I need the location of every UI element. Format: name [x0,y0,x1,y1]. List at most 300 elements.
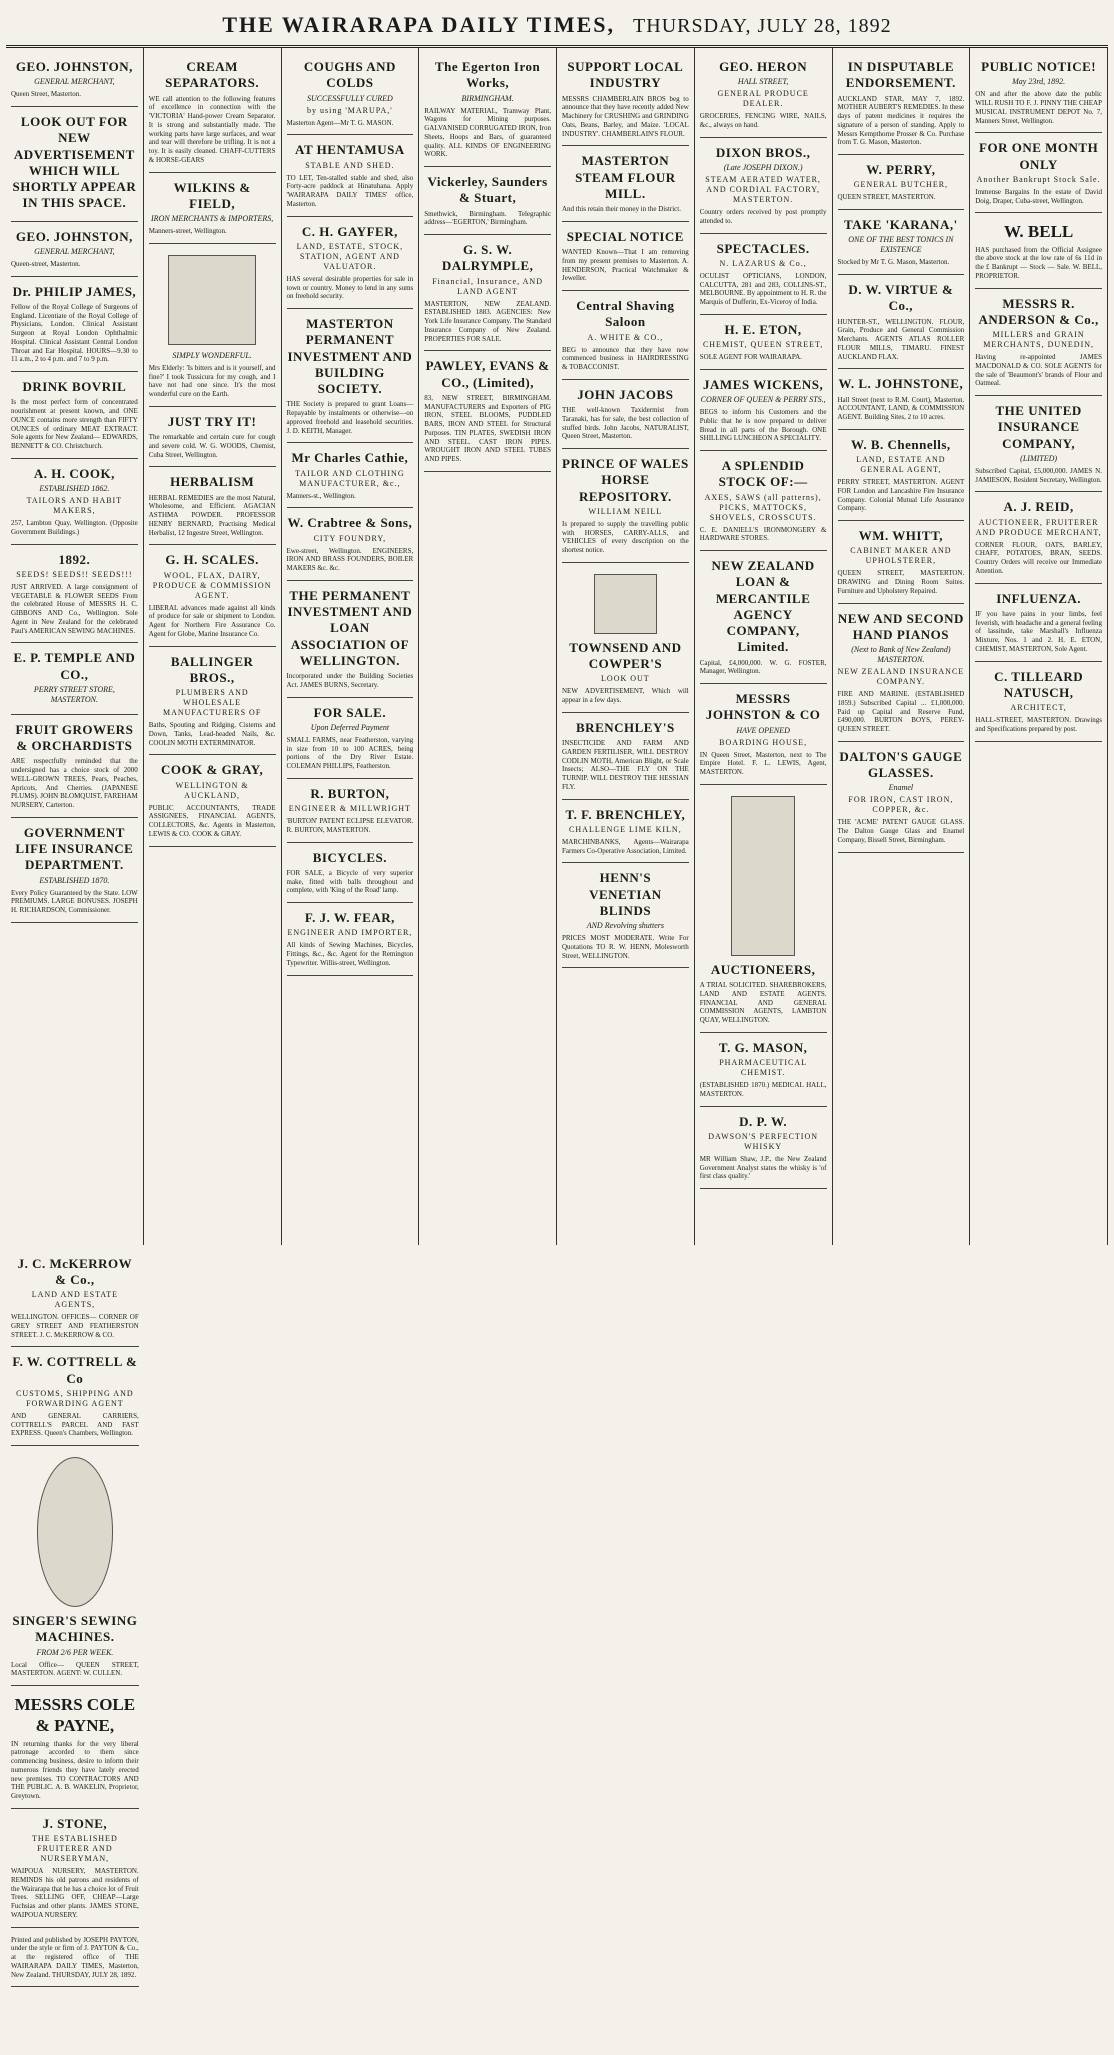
ad-subheading: Upon Deferred Payment [310,722,390,732]
ad-body-text: THE 'ACME' PATENT GAUGE GLASS. The Dalton Gauge Glass and Enamel Company, Bissell Street, Birmingham. [837,818,965,844]
advertisement [975,584,1102,662]
masthead [6,8,1108,48]
ad-subheading: (LIMITED) [1020,453,1058,463]
ad-caption: Financial, Insurance, AND LAND AGENT [432,276,543,296]
ad-subheading: IRON MERCHANTS & IMPORTERS, [151,214,274,223]
ad-subheading: AND Revolving shutters [586,921,665,930]
ad-body-text: Local Office— QUEEN STREET, MASTERTON. AGENT: W. CULLEN. [11,1660,139,1678]
ad-heading: LOOK OUT FOR NEW ADVERTISEMENT WHICH WILL SHORTLY APPEAR IN THIS SPACE. [12,114,137,211]
ad-body-text: Every Policy Guaranteed by the State. LOW PREMIUMS. LARGE BONUSES. JOSEPH H. RICHARDSON, Commissioner. [11,888,138,914]
advertisement [149,52,276,173]
ad-body-text: MARCHINBANKS, Agents—Wairarapa Farmers Co-Operative Association, Limited. [562,837,689,855]
advertisement [11,1249,139,1348]
ad-heading: 1892. [58,551,91,567]
ad-heading: SUPPORT LOCAL INDUSTRY [567,59,684,91]
ad-body-text: LIBERAL advances made against all kinds of produce for sale or shipment to London. Agent for Northern Fire Assurance Co. Agent for Globe, Marine Insurance Co. [148,603,276,638]
advertisement [287,135,414,216]
advertisement [562,222,689,291]
advertisement [11,372,138,459]
ad-body-text: QUEEN STREET, MASTERTON. [837,193,936,202]
ad-heading: SPECTACLES. [716,240,810,256]
ad-subheading: (Late JOSEPH DIXON.) [723,163,803,172]
ad-heading: Dr. PHILIP JAMES, [12,283,137,299]
ad-heading: HERBALISM [170,474,255,490]
ad-body-text: C. E. DANIELL'S IRONMONGERY & HARDWARE STORES. [699,525,827,543]
ad-subheading: May 23rd, 1892. [1012,77,1066,87]
cartoon-illustration [168,255,257,345]
ad-body-text: Having re-appointed JAMES MACDONALD & CO. SOLE AGENTS for the sale of 'Beaumont's' brands of Flour and Oatmeal. [975,353,1102,388]
ad-body-text: Printed and published by JOSEPH PAYTON, under the style or firm of J. PAYTON & Co., at the registered office of THE WAIRARAPA DAILY TIMES, Masterton, New Zealand. THURSDAY, JULY 28, 1892. [11,1935,139,1979]
ad-body-text: Fellow of the Royal College of Surgeons of England. Licentiate of the Royal College of Physicians, London. Clinical Assistant Surgeon at Royal London Ophthalmic Hospital. Clinical Assistant Central London Throat and Ear Hospital. HOURS—9.30 to 11 a.m., 2 to 4 p.m. and 7 to 9 p.m. [11,302,138,364]
ad-heading: A SPLENDID STOCK OF:— [718,458,808,490]
boot-illustration [594,574,657,634]
ad-subheading: Enamel [888,783,914,793]
ad-body-text: GROCERIES, FENCING WIRE, NAILS, &c., always on hand. [699,112,827,129]
ad-heading: INFLUENZA. [996,590,1082,606]
ad-caption: CABINET MAKER AND UPHOLSTERER, [850,546,952,566]
ad-heading: WM. WHITT, [858,528,944,543]
ad-body-text: Masterton Agent—Mr T. G. MASON. [286,118,394,127]
advertisement [700,1107,827,1190]
advertisement [700,138,827,234]
advertisement [149,545,276,646]
ad-body-text: OCULIST OPTICIANS, LONDON, CALCUTTA, 281 and 283, COLLINS-ST., MELBOURNE. By appointment to H. R. the Marquis of Dufferin, Ex-Viceroy of India. [699,271,827,306]
ad-caption: GENERAL PRODUCE DEALER. [717,89,809,109]
advertisement [11,107,138,222]
ad-body-text: THE well-known Taxidermist from Taranaki, has for sale, the best collection of stuffed birds. John Jacobs, NATURALIST, Queen Street, Masterton. [562,406,689,441]
singer-illustration [37,1457,114,1607]
advertisement [975,396,1102,492]
advertisement [287,217,414,310]
ad-heading: R. BURTON, [310,785,390,801]
advertisement [11,643,138,715]
ad-body-text: SOLE AGENT FOR WAIRARAPA. [699,353,802,361]
ad-subheading: ONE OF THE BEST TONICS IN EXISTENCE [848,235,954,255]
ad-heading: Vickerley, Saunders & Stuart, [427,174,548,206]
advertisement [424,52,551,167]
ad-body-text: HUNTER-ST., WELLINGTON. FLOUR, Grain, Produce and General Commission Merchants. AGENTS ATLAS ROLLER FLOUR MILLS, TIMARU. FINEST AUCKLAND FLAX. [837,317,965,361]
ad-body-text: Smethwick, Birmingham. Telegraphic address—'EGERTON,' Birmingham. [424,209,551,227]
ad-heading: SPECIAL NOTICE [566,228,684,244]
ad-heading: T. F. BRENCHLEY, [565,806,686,822]
ad-body-text: Incorporated under the Building Societies Act. JAMES BURNS, Secretary. [286,672,414,689]
ad-caption: CUSTOMS, SHIPPING AND FORWARDING AGENT [16,1388,134,1408]
advertisement [287,698,414,779]
advertisement [562,146,689,222]
ad-body-text: PUBLIC ACCOUNTANTS, TRADE ASSIGNEES, FINANCIAL AGENTS, COLLECTORS, &c. Agents in Masterton, LEWIS & CO. COOK & GRAY. [148,803,276,838]
ad-heading: PAWLEY, EVANS & CO., (Limited), [425,358,550,390]
ad-heading: E. P. TEMPLE AND CO., [13,650,136,682]
ad-body-text: CORNER FLOUR, OATS, BARLEY, CHAFF, POTATOES, BRAN, SEEDS. Country Orders will receive our Immediate Attention. [975,540,1102,575]
ad-heading: COOK & GRAY, [161,762,264,778]
ad-body-text: JUST ARRIVED. A large consignment of VEGETABLE & FLOWER SEEDS From the celebrated House of MESSRS H. C. GIBBONS AND Co., Wellington. Sole Agent in New Zealand for the celebrated Paul's AMERICAN SEWING MACHINES. [11,582,138,635]
advertisement [11,545,138,644]
advertisement [149,244,276,407]
ad-heading: FOR SALE. [313,704,387,720]
advertisement [838,742,965,853]
ad-heading: DALTON'S GAUGE GLASSES. [839,748,963,780]
ad-body-text: Subscribed Capital, £5,000,000. JAMES N. JAMIESON, Resident Secretary, Wellington. [975,466,1102,484]
ad-heading: IN DISPUTABLE ENDORSEMENT. [845,59,956,91]
ad-caption: STEAM AERATED WATER, AND CORDIAL FACTORY, MASTERTON. [705,175,821,204]
ad-body-text: THE Society is prepared to grant Loans—Repayable by instalments or otherwise—on approved freehold and leasehold securities. J. D. KEITH, Manager. [286,400,414,435]
ad-caption: NEW ZEALAND INSURANCE COMPANY. [837,667,965,686]
advertisement [11,52,138,107]
ad-heading: NEW ZEALAND LOAN & MERCANTILE AGENCY COMPANY, Limited. [711,558,815,655]
ad-caption: WOOL, FLAX, DAIRY, PRODUCE & COMMISSION AGENT. [152,570,272,600]
ad-caption: N. LAZARUS & Co., [719,258,807,268]
ad-heading: JOHN JACOBS [577,386,674,402]
ad-caption: PLUMBERS AND WHOLESALE MANUFACTURERS OF [162,688,262,717]
ad-body-text: 83, NEW STREET, BIRMINGHAM. MANUFACTURERS and Exporters of PIG IRON, STEEL BLOOMS, PUDDLED BARS, IRON AND STEEL for Structural Purposes. TIN PLATES, SWEDISH IRON AND STEEL. CAST IRON PIPES. WROUGHT IRON AND STEEL TUBES AND PIPES. [424,393,551,463]
ad-heading: W. L. JOHNSTONE, [838,376,964,392]
ad-caption: LAND, ESTATE AND GENERAL AGENT, [856,455,946,474]
ad-heading: The Egerton Iron Works, [434,59,541,91]
ad-subheading: GENERAL MERCHANT, [34,246,115,256]
ad-body-text: PERRY STREET, MASTERTON. AGENT FOR London and Lancashire Fire Insurance Company. Colonial Mutual Life Assurance Company. [837,478,965,513]
ad-heading: G. S. W. DALRYMPLE, [441,242,534,274]
ad-body-text: HALL-STREET, MASTERTON. Drawings and Specifications prepared by post. [975,716,1102,733]
advertisement [11,1686,139,1809]
advertisement [287,581,414,698]
ad-heading: FOR ONE MONTH ONLY [979,140,1099,172]
ad-caption: TAILOR AND CLOTHING MANUFACTURER, &c., [295,468,405,488]
ad-heading: BICYCLES. [312,849,387,865]
column-2 [144,48,282,1245]
advertisement [287,903,414,976]
ad-body-text: (ESTABLISHED 1870.) MEDICAL HALL, MASTERTON. [699,1081,827,1098]
ad-heading: WILKINS & FIELD, [173,179,251,211]
ad-body-text: Is prepared to supply the travelling public with HORSES, CARRY-ALLS, and VEHICLES of every description on the shortest notice. [562,519,689,554]
ad-heading: C. TILLEARD NATUSCH, [994,668,1084,700]
ad-caption: WILLIAM NEILL [588,506,663,516]
ad-caption: ARCHITECT, [1010,703,1067,712]
ad-heading: MESSRS R. ANDERSON & Co., [978,295,1099,327]
column-4 [419,48,557,1245]
ad-heading: W. B. Chennells, [851,436,951,452]
advertisement [287,443,414,508]
ad-body-text: Stocked by Mr T. G. Mason, Masterton. [837,258,950,267]
ad-heading: MESSRS JOHNSTON & CO [705,691,821,723]
ad-heading: BRENCHLEY'S [576,719,675,735]
ad-caption: LAND, ESTATE, STOCK, STATION, AGENT AND VALUATOR. [296,241,404,271]
ad-heading: AUCTIONEERS, [710,961,816,977]
ad-body-text: FIRE AND MARINE. (ESTABLISHED 1859.) Subscribed Capital ... £1,000,000. Paid up Capital and Reserve Fund, £490,000. BURTON BOYS, PEREY-QUEEN STREET. [837,690,965,733]
ad-caption: CITY FOUNDRY, [313,533,387,543]
ad-body-text: QUEEN STREET, MASTERTON. DRAWING and Dining Room Suites. Furniture and Upholstery Repaired. [837,569,965,595]
advertisement [562,380,689,449]
advertisement [149,755,276,846]
advertisement [11,1928,139,1988]
ad-heading: FRUIT GROWERS & ORCHARDISTS [15,721,134,753]
ad-headline: W. BELL [1003,222,1074,242]
ad-body-text: The remarkable and certain cure for cough and severe cold. W. G. WOODS, Chemist, Cuba Street, Wellington. [148,433,276,459]
ad-body-text: WE call attention to the following features of excellence in connection with the 'VICTORIA' Hand-power Cream Separator. It is strong and substantially made. The working parts have large surfaces, and wear and tear will therefore be trifling. It is not a toy. It is easily cleaned. CHAFF-CUTTERS & HORSE-GEARS [148,94,276,164]
ad-body-text: Country orders received by post promptly attended to. [699,208,827,225]
ad-heading: D. P. W. [739,1113,788,1129]
advertisement [838,430,965,521]
ad-body-text: Queen Street, Masterton. [11,90,81,99]
ad-caption: MILLERS and GRAIN MERCHANTS, DUNEDIN, [983,330,1095,349]
advertisement [287,843,414,904]
ad-heading: PRINCE OF WALES HORSE REPOSITORY. [562,456,689,504]
ad-caption: by using 'MARUPA,' [307,105,393,115]
ad-body-text: MR William Shaw, J.P., the New Zealand Government Analyst states the whisky is 'of first class quality.' [699,1154,827,1181]
ad-subheading: FROM 2/6 PER WEEK. [36,1647,114,1657]
advertisement [287,508,414,581]
ad-heading: CREAM SEPARATORS. [165,59,260,91]
ad-subheading: GENERAL MERCHANT, [34,77,115,87]
advertisement [287,779,414,843]
ad-heading: J. STONE, [42,1815,108,1831]
advertisement [700,551,827,684]
column-8 [970,48,1108,1245]
advertisement [975,52,1102,133]
ad-body-text: TO LET, Ten-stalled stable and shed, also Forty-acre paddock at Hinatuhana. Apply 'WAIRARAPA DAILY TIMES' office, Masterton. [286,173,414,208]
ad-caption: TAILORS AND HABIT MAKERS, [26,496,123,515]
ad-heading: GEO. JOHNSTON, [15,59,133,74]
ad-heading: GEO. JOHNSTON, [15,228,133,244]
ad-body-text: HAS several desirable properties for sale in town or country. Money to lend in any sums on freehold security. [286,274,414,301]
advertisement [838,210,965,275]
ad-heading: SINGER'S SEWING MACHINES. [12,1613,138,1645]
advertisement [424,351,551,472]
ad-body-text: WANTED Known—That I am removing from my present premises to Masterton. A. HENDERSON, Practical Watchmaker & Jeweller. [562,248,689,283]
ad-heading: H. E. ETON, [724,321,802,337]
advertisement [700,1033,827,1107]
advertisement [700,451,827,551]
ad-body-text: Baths, Spouting and Ridging, Cisterns and Down, Tanks, Lead-headed Nails, &c. COOLIN MOTH EXTERMINATOR. [148,721,276,747]
ad-caption: FOR IRON, CAST IRON, COPPER, &c. [848,795,954,815]
ad-heading: JUST TRY IT! [167,413,257,429]
ad-subheading: SIMPLY WONDERFUL. [172,350,252,360]
ad-body-text: BEG to announce that they have now commenced business in HAIRDRESSING & TOBACCONIST. [562,345,689,371]
ad-body-text: Capital, £4,000,000. W. G. FOSTER, Manager, Wellington. [699,658,827,676]
advertisement [562,800,689,864]
ad-body-text: INSECTICIDE AND FARM AND GARDEN FERTILISER, WILL DESTROY CODLIN MOTH, American Blight, or Scale Insects; ALSO—THE FLY ON THE TURNIP. WILL DESTROY THE HESSIAN FLY. [562,739,689,791]
advertisement [11,1809,139,1928]
advertisement [562,563,689,713]
ad-heading: NEW AND SECOND HAND PIANOS [837,610,964,642]
advertisement [700,234,827,315]
advertisement [424,167,551,235]
ad-subheading: HALL STREET, [737,77,789,87]
ad-subheading: ESTABLISHED 1870. [39,875,110,885]
ad-body-text: MASTERTON, NEW ZEALAND. ESTABLISHED 1883. AGENCIES: New York Life Insurance Company. The Standard Insurance Company of New Zealand. PROPERTIES FOR SALE. [424,299,551,343]
ad-heading: F. W. COTTRELL & Co [12,1354,138,1386]
ad-caption: ENGINEER & MILLWRIGHT [288,804,411,813]
ad-heading: T. G. MASON, [718,1039,808,1055]
ad-body-text: IF you have pains in your limbs, feel feverish, with headache and a general feeling of lassitude, take Marshall's Influenza Mixture, Nos. 1 and 2. H. E. ETON, CHEMIST, MASTERTON, Sole Agent. [975,609,1102,653]
advertisement [149,467,276,545]
ad-body-text: Immense Bargains In the estate of David Doig, Draper, Cuba-street, Wellington. [975,187,1102,205]
advertisement [149,173,276,244]
advertisement [700,370,827,451]
ad-subheading: CORNER OF QUEEN & PERRY STS., [700,395,826,404]
ad-heading: COUGHS AND COLDS [303,59,396,91]
advertisement [11,222,138,277]
ad-body-text: Ewe-street, Wellington. ENGINEERS, IRON AND BRASS FOUNDERS, BOILER MAKERS &c. &c. [286,546,414,572]
ad-heading: HENN'S VENETIAN BLINDS [589,870,662,918]
advertisement [975,133,1102,213]
ad-heading: DIXON BROS., [715,144,811,160]
advertisement [838,275,965,369]
ad-body-text: MESSRS CHAMBERLAIN BROS beg to announce that they have recently added New Machinery for CRUSHING and GRINDING Oats, Beans, Barley, and Maize. 'LOCAL INDUSTRY'. CHAMBERLAIN'S FLOUR. [562,94,689,138]
ad-heading: JAMES WICKENS, [703,376,824,392]
advertisement [838,155,965,210]
diagram-illustration [731,796,795,956]
ad-caption: STABLE AND SHED. [305,160,395,170]
advertisement [700,684,827,785]
advertisement [562,863,689,968]
ad-body-text: RAILWAY MATERIAL, Tramway Plant, Wagons for Mining purposes. GALVANISED CORRUGATED IRON, Iron Sheets, Hoops and Bars, of guaranteed quality. ALL KINDS OF ENGINEERING WORK. [424,106,551,159]
ad-body-text: BEGS to inform his Customers and the Public that he is now prepared to deliver Bread in all parts of the Borough. ONE SHILLING LUNCHEON A SPECIALITY. [699,408,827,443]
ad-heading: GEO. HERON [719,59,808,74]
ad-body-text: WAIPOUA NURSERY, MASTERTON. REMINDS his old patrons and residents of the Wairarapa that he has a choice lot of Fruit Trees. SELLING OFF, CHEAP—Large Fuchsias and other plants. JAMES STONE, WAIPOUA NURSERY. [11,1867,139,1919]
ad-caption: ENGINEER AND IMPORTER, [287,928,413,938]
ad-heading: AT HENTAMUSA [295,142,405,158]
ad-heading: W. PERRY, [866,162,936,177]
advertisement [11,1446,139,1686]
ad-body-text: IN returning thanks for the very liberal patronage accorded to them since commencing business, desire to inform their numerous friends they have lately erected new premises. TO CONTRACTORS AND THE PUBLIC. A. B. WAKELIN, Proprietor, Greytown. [11,1739,139,1801]
ad-heading: TOWNSEND AND COWPER'S [569,639,682,671]
advertisement [11,1347,139,1446]
ad-heading: G. H. SCALES. [165,552,259,568]
ad-body-text: All kinds of Sewing Machines, Bicycles, Fittings, &c., &c. Agent for the Remington Typewriter. Willis-street, Wellington. [286,941,414,967]
advertisement [287,309,414,443]
column-6 [695,48,833,1245]
advertisement [149,647,276,756]
ad-body-text: Queen-street, Masterton. [11,259,81,268]
ad-body-text: ON and after the above date the public WILL RUSH TO F. J. PINNY THE CHEAP MUSICAL INSTRUMENT DEPOT No. 7, Manners Street, Wellington. [975,90,1102,125]
ad-heading: W. Crabtree & Sons, [287,515,413,531]
advertisement [838,521,965,604]
ad-heading: C. H. GAYFER, [301,223,398,239]
ad-caption: A. WHITE & CO., [587,332,664,342]
ad-body-text: NEW ADVERTISEMENT, Which will appear in a few days. [562,687,689,704]
ad-heading: D. W. VIRTUE & Co., [848,282,954,314]
advertisement [975,492,1102,583]
ad-heading: F. J. W. FEAR, [304,910,395,925]
ad-caption: WELLINGTON & AUCKLAND, [175,780,249,800]
ad-caption: AUCTIONEER, FRUITERER AND PRODUCE MERCHANT, [975,517,1102,537]
ad-body-text: HERBAL REMEDIES are the most Natural, Wholesome, and Efficient. AGACIAN ASTHMA POWDER. PROFESSOR HENRY BERNARD, Practising Medical Herbalist, 12 Ingestre Street, Wellington. [148,493,276,537]
advertisement [975,662,1102,742]
advertisement [11,459,138,545]
advertisement [562,52,689,146]
ad-body-text: SMALL FARMS, near Featherston, varying in size from 10 to 100 ACRES, being portions of the Dry River Estate. COLEMAN PHILLIPS, Featherston. [286,735,414,770]
ad-body-text: FOR SALE, a Bicycle of very superior make, fitted with balls throughout and complete, with 'King of the Road' lamp. [286,868,414,895]
ad-heading: TAKE 'KARANA,' [844,217,958,232]
ad-body-text: WELLINGTON. OFFICES— CORNER OF GREY STREET AND FEATHERSTON STREET. J. C. McKERROW & CO. [11,1313,139,1339]
ad-heading: A. J. REID, [1003,499,1074,515]
advertisement [700,785,827,1033]
ad-body-text: Manners-st., Wellington. [286,491,356,500]
ad-heading: THE UNITED INSURANCE COMPANY, [995,403,1082,451]
ad-body-text: AND GENERAL CARRIERS, COTTRELL'S PARCEL AND FAST EXPRESS. Queen's Chambers, Wellington. [11,1411,139,1438]
column-9 [6,1245,144,2043]
advertisement [562,713,689,800]
advertisement [700,315,827,370]
column-5 [557,48,695,1245]
ad-caption: LOOK OUT [601,674,650,684]
ad-body-text: A TRIAL SOLICITED. SHAREBROKERS, LAND AND ESTATE AGENTS. FINANCIAL AND GENERAL COMMISSION AGENTS, LAMBTON QUAY, WELLINGTON. [699,981,827,1024]
ad-body-text: 'BURTON' PATENT ECLIPSE ELEVATOR. R. BURTON, MASTERTON. [286,817,414,834]
ad-caption: BOARDING HOUSE, [719,737,808,747]
ad-caption: SEEDS! SEEDS!! SEEDS!!! [16,569,133,579]
ad-heading: GOVERNMENT LIFE INSURANCE DEPARTMENT. [15,824,134,873]
column-3 [282,48,420,1245]
advertisement [838,604,965,742]
advertisement [287,52,414,135]
advertisement [838,52,965,155]
advertisement [562,449,689,563]
ad-caption: AXES, SAWS (all patterns), PICKS, MATTOCKS, SHOVELS, CROSSCUTS. [704,492,822,522]
column-7 [833,48,971,1245]
ad-heading: BALLINGER BROS., [170,653,254,685]
advertisement [11,818,138,923]
ad-caption: GENERAL BUTCHER, [853,180,949,190]
ad-body-text: ARE respectfully reminded that the undersigned has a choice stock of 2000 WELL-GROWN TREES, Pears, Peaches, Apricots, And Cherries. (JAPANESE PLUMS). JOHN BLOMQUIST, FAREHAM NURSERY, Carterton. [11,757,138,809]
advertisement [975,213,1102,288]
ad-caption: PHARMACEUTICAL CHEMIST. [719,1058,808,1077]
ad-caption: LAND AND ESTATE AGENTS, [31,1290,119,1310]
ad-subheading: SUCCESSFULLY CURED [306,93,393,103]
ad-body-text: Hall Street (next to R.M. Court), Masterton. ACCOUNTANT, LAND, & COMMISSION AGENT. Building Sites, 2 to 10 acres. [837,395,965,421]
ad-heading: MASTERTON STEAM FLOUR MILL. [575,153,676,201]
ad-body-text: Mrs Elderly: 'Is bitters and is it yourself, and fine?' I took Tussicura for my cough, and I have not had one since. It's the most wonderful cure on the Earth. [148,363,276,398]
advertisement [11,277,138,373]
ad-body-text: 257, Lambton Quay, Wellington. (Opposite Government Buildings.) [11,519,138,536]
advertisement [11,715,138,818]
ad-body-text: IN Queen Street, Masterton, next to The Empire Hotel. F. L. LEWIS, Agent, MASTERTON. [699,750,827,776]
ad-subheading: HAVE OPENED [736,725,790,735]
advertisement [700,52,827,138]
ad-heading: MASTERTON PERMANENT INVESTMENT AND BUILDING SOCIETY. [287,316,413,396]
ad-caption: CHEMIST, QUEEN STREET, [702,340,824,349]
newspaper-title: THE WAIRARAPA DAILY TIMES, [222,12,616,37]
ad-subheading: (Next to Bank of New Zealand) MASTERTON. [851,645,951,664]
advertisement [975,289,1102,397]
ad-heading: Mr Charles Cathie, [291,450,409,466]
ad-heading: Central Shaving Saloon [576,298,675,330]
ad-body-text: Is the most perfect form of concentrated nourishment at present known, and ONE OUNCE contains more strength than FIFTY OUNCES of ordinary MEAT EXTRACT. Sole agents for New Zealand— EDWARDS, BENNETT & CO. Christchurch. [11,398,138,450]
advertisement-columns [6,48,1108,2043]
column-1 [6,48,144,1245]
ad-subheading: BIRMINGHAM. [461,93,514,103]
ad-body-text: And this retain their money in the District. [562,205,681,213]
ad-body-text: HAS purchased from the Official Assignee the above stock at the low rate of 6s 11d in the £ Bankrupt — Stock — Sale. W. BELL, PROPRIETOR. [975,245,1102,280]
ad-heading: DRINK BOVRIL [22,379,127,394]
ad-subheading: PERRY STREET STORE, MASTERTON. [33,684,115,704]
ad-heading: J. C. McKERROW & Co., [17,1255,133,1287]
advertisement [838,369,965,430]
ad-heading: PUBLIC NOTICE! [981,59,1097,74]
advertisement [562,291,689,380]
ad-headline: MESSRS COLE & PAYNE, [14,1695,136,1736]
ad-heading: THE PERMANENT INVESTMENT AND LOAN ASSOCIATION OF WELLINGTON. [287,587,413,668]
ad-caption: DAWSON'S PERFECTION WHISKY [708,1131,819,1151]
ad-heading: A. H. COOK, [33,465,115,481]
ad-body-text: Manners-street, Wellington. [148,227,227,235]
ad-caption: CHALLENGE LIME KILN, [569,824,682,834]
advertisement [424,235,551,351]
ad-caption: THE ESTABLISHED FRUITERER AND NURSERYMAN, [32,1834,118,1864]
ad-caption: Another Bankrupt Stock Sale. [976,174,1101,184]
issue-date: THURSDAY, JULY 28, 1892 [633,15,892,37]
advertisement [149,407,276,468]
ad-subheading: ESTABLISHED 1862. [39,484,110,493]
